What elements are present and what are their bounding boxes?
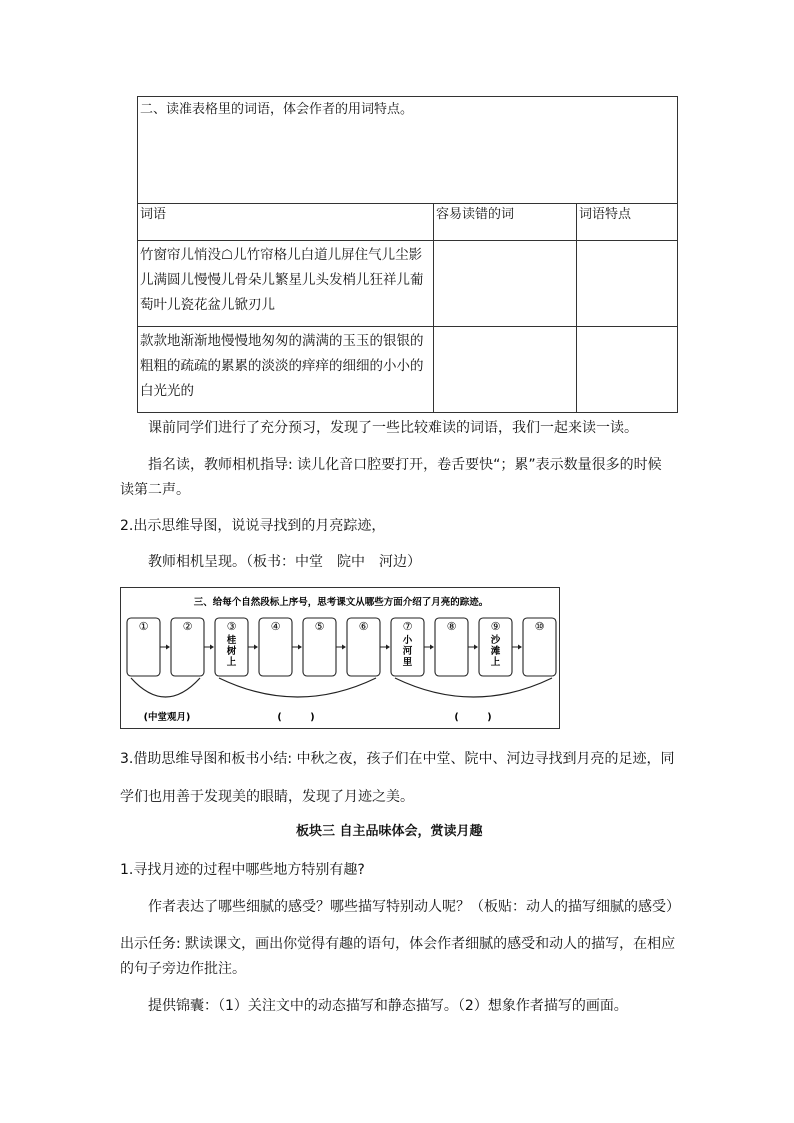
mind-map bbox=[120, 587, 560, 729]
mind-map-box-label: 树 bbox=[226, 646, 237, 657]
table-row bbox=[138, 327, 677, 413]
mind-map-arrowhead bbox=[166, 645, 170, 650]
mind-map-group-label: ( ) bbox=[277, 712, 315, 723]
table-row bbox=[138, 241, 677, 327]
mind-map-box-number: ⑩ bbox=[534, 620, 545, 633]
mind-map-box-number: ⑦ bbox=[402, 620, 413, 633]
mind-map-box-number: ⑨ bbox=[490, 620, 501, 633]
vocabulary-table bbox=[137, 96, 678, 413]
table-header-row bbox=[138, 204, 677, 241]
mind-map-arrowhead bbox=[254, 645, 258, 650]
mind-map-box-label: 沙 bbox=[490, 635, 501, 646]
mind-map-box-label: 小 bbox=[402, 635, 413, 646]
mind-map-title: 三、给每个自然段标上序号，思考课文从哪些方面介绍了月亮的踪迹。 bbox=[193, 597, 489, 608]
mind-map-box-label: 里 bbox=[402, 657, 413, 668]
table-cell-easy bbox=[433, 241, 576, 326]
mind-map-box-label: 上 bbox=[226, 657, 237, 668]
mind-map-box-number: ⑤ bbox=[314, 620, 325, 633]
table-cell-feature bbox=[576, 327, 677, 413]
table-cell-words: 款款地渐渐地慢慢地匆匆的满满的玉玉的银银的粗粗的疏疏的累累的淡淡的痒痒的细细的小小的白光光的 bbox=[140, 333, 424, 399]
table-title-row bbox=[138, 97, 677, 204]
mind-map-group-arc bbox=[131, 678, 200, 697]
mind-map-group-label: ( ) bbox=[454, 712, 492, 723]
mind-map-box-label: 桂 bbox=[226, 635, 237, 646]
paragraph-preview: 课前同学们进行了充分预习，发现了一些比较难读的词语，我们一起来读一读。 bbox=[148, 420, 638, 436]
paragraph-guidance-line1: 指名读，教师相机指导: 读儿化音口腔要打开，卷舌要快“；累”表示数量很多的时候 bbox=[148, 457, 662, 473]
mind-map-arrowhead bbox=[342, 645, 346, 650]
table-cell-feature bbox=[576, 241, 677, 326]
header-word-feature: 词语特点 bbox=[576, 204, 677, 240]
mind-map-group-label: (中堂观月) bbox=[143, 712, 191, 723]
paragraph-summary-line1: 3.借助思维导图和板书小结: 中秋之夜，孩子们在中堂、院中、河边寻找到月亮的足迹，同 bbox=[120, 751, 675, 767]
paragraph-task-line2: 的句子旁边作批注。 bbox=[120, 961, 246, 977]
mind-map-arrowhead bbox=[386, 645, 390, 650]
mind-map-arrowhead bbox=[518, 645, 522, 650]
mind-map-box-number: ① bbox=[138, 620, 149, 633]
paragraph-blackboard: 教师相机呈现。（板书：中堂 院中 河边） bbox=[148, 554, 421, 570]
header-easy-misread: 容易读错的词 bbox=[433, 204, 576, 240]
mind-map-box-number: ② bbox=[182, 620, 193, 633]
header-words: 词语 bbox=[140, 207, 167, 222]
paragraph-tips: 提供锦囊：（1）关注文中的动态描写和静态描写。（2）想象作者描写的画面。 bbox=[148, 998, 628, 1014]
paragraph-guidance-line2: 读第二声。 bbox=[120, 482, 190, 498]
mind-map-arrowhead bbox=[298, 645, 302, 650]
mind-map-box-number: ⑧ bbox=[446, 620, 457, 633]
table-cell-words: 竹窗帘儿悄没☖儿竹帘格儿白道儿屏住气儿尘影儿满圆儿慢慢儿骨朵儿繁星儿头发梢儿狂祥儿葡萄叶儿瓷花盆儿锨刃儿 bbox=[140, 247, 424, 313]
paragraph-feelings: 作者表达了哪些细腻的感受？哪些描写特别动人呢？（板贴：动人的描写细腻的感受） bbox=[148, 899, 680, 915]
paragraph-summary-line2: 学们也用善于发现美的眼睛，发现了月迹之美。 bbox=[120, 789, 414, 805]
table-title: 二、读准表格里的词语，体会作者的用词特点。 bbox=[140, 102, 414, 117]
paragraph-step-2: 2.出示思维导图，说说寻找到的月亮踪迹， bbox=[120, 518, 386, 534]
mind-map-graphic bbox=[121, 588, 561, 730]
mind-map-arrowhead bbox=[430, 645, 434, 650]
mind-map-arrowhead bbox=[474, 645, 478, 650]
table-cell-easy bbox=[433, 327, 576, 413]
mind-map-box-label: 滩 bbox=[490, 646, 501, 657]
mind-map-group-arc bbox=[395, 678, 552, 697]
mind-map-box-number: ④ bbox=[270, 620, 281, 633]
mind-map-group-arc bbox=[219, 678, 376, 697]
mind-map-arrowhead bbox=[210, 645, 214, 650]
mind-map-box-number: ⑥ bbox=[358, 620, 369, 633]
section-heading: 板块三 自主品味体会，赏读月趣 bbox=[296, 824, 483, 839]
mind-map-box-label: 上 bbox=[490, 657, 501, 668]
mind-map-box-label: 河 bbox=[402, 646, 413, 657]
paragraph-task-line1: 出示任务: 默读课文，画出你觉得有趣的语句，体会作者细腻的感受和动人的描写，在相应 bbox=[120, 936, 676, 952]
paragraph-question: 1.寻找月迹的过程中哪些地方特别有趣? bbox=[120, 862, 365, 878]
mind-map-box-number: ③ bbox=[226, 620, 237, 633]
